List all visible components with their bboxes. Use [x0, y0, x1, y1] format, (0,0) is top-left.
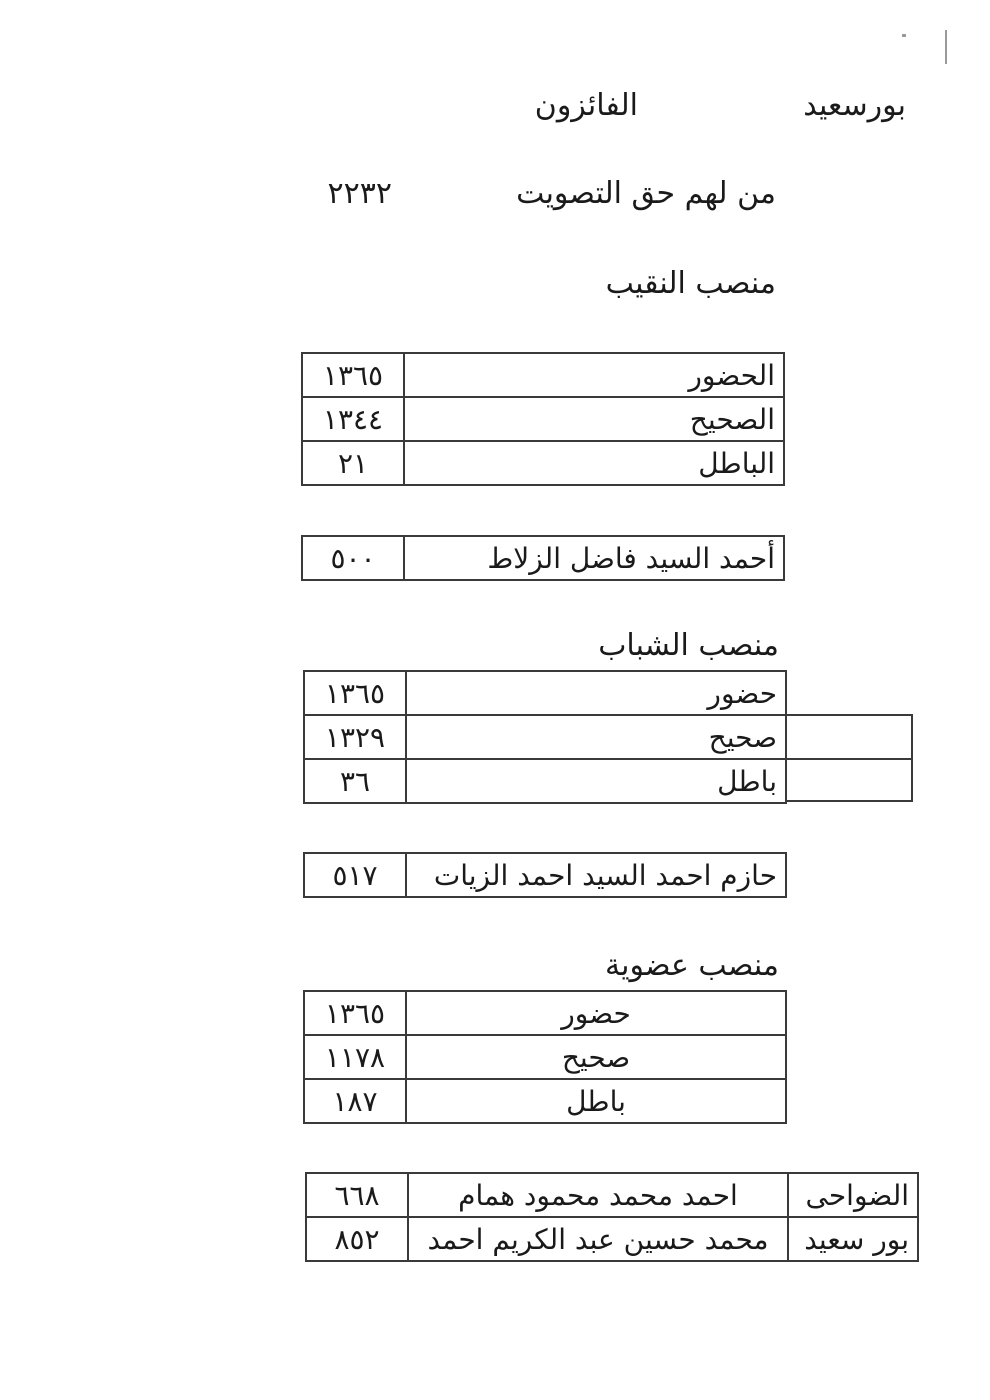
stat-label: حضور	[406, 991, 786, 1035]
winner-votes: ٦٦٨	[306, 1173, 408, 1217]
winner-name: أحمد السيد فاضل الزلاط	[404, 536, 784, 580]
table-row	[306, 1217, 918, 1261]
table-row	[304, 853, 786, 897]
winner-votes: ٥١٧	[304, 853, 406, 897]
table-row	[306, 1173, 918, 1217]
stat-label: باطل	[406, 1079, 786, 1123]
winner-name: حازم احمد السيد احمد الزيات	[406, 853, 786, 897]
stat-value: ١٣٤٤	[302, 397, 404, 441]
winner-name: محمد حسين عبد الكريم احمد	[408, 1217, 788, 1261]
stat-label: باطل	[406, 759, 786, 803]
membership-winners-table	[305, 1172, 919, 1262]
table-row	[302, 441, 784, 485]
table-row	[302, 353, 784, 397]
stat-label: الصحيح	[404, 397, 784, 441]
header-city: بورسعيد	[803, 88, 906, 123]
shabab-winner-table	[303, 852, 787, 898]
table-row	[304, 671, 786, 715]
winner-votes: ٥٠٠	[302, 536, 404, 580]
header-winners: الفائزون	[534, 88, 638, 123]
table-row	[304, 1035, 786, 1079]
table-row	[304, 991, 786, 1035]
stat-value: ١٣٢٩	[304, 715, 406, 759]
stat-value: ٢١	[302, 441, 404, 485]
winner-name: احمد محمد محمود همام	[408, 1173, 788, 1217]
table-row	[304, 715, 786, 759]
section-title-naqib: منصب النقيب	[605, 266, 776, 301]
section-title-shabab: منصب الشباب	[598, 628, 779, 663]
shabab-stats-table	[303, 670, 787, 804]
winner-district: بور سعيد	[788, 1217, 918, 1261]
membership-stats-table	[303, 990, 787, 1124]
stat-value: ٣٦	[304, 759, 406, 803]
table-row	[304, 1079, 786, 1123]
stat-value: ١٣٦٥	[304, 671, 406, 715]
scan-mark	[945, 30, 947, 64]
table-row	[302, 397, 784, 441]
stat-label: الحضور	[404, 353, 784, 397]
naqib-stats-table	[301, 352, 785, 486]
scan-mark	[902, 34, 906, 37]
stat-value: ١٨٧	[304, 1079, 406, 1123]
eligible-value: ٢٢٣٢	[327, 176, 392, 211]
stat-value: ١٣٦٥	[302, 353, 404, 397]
eligible-label: من لهم حق التصويت	[516, 176, 776, 211]
winner-votes: ٨٥٢	[306, 1217, 408, 1261]
stat-label: صحيح	[406, 715, 786, 759]
section-title-membership: منصب عضوية	[605, 948, 779, 983]
stat-value: ١١٧٨	[304, 1035, 406, 1079]
row-divider	[785, 758, 913, 760]
table-row	[302, 536, 784, 580]
table-row	[304, 759, 786, 803]
stat-label: حضور	[406, 671, 786, 715]
stat-label: الباطل	[404, 441, 784, 485]
stat-value: ١٣٦٥	[304, 991, 406, 1035]
stat-label: صحيح	[406, 1035, 786, 1079]
winner-district: الضواحى	[788, 1173, 918, 1217]
naqib-winner-table	[301, 535, 785, 581]
